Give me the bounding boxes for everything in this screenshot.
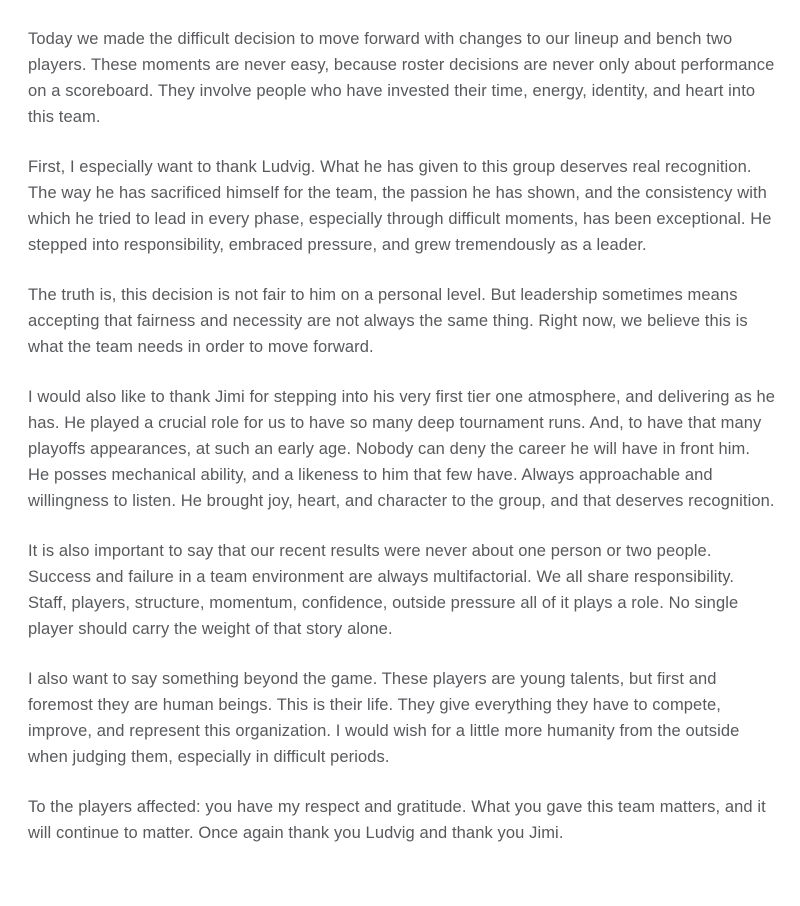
statement-body (28, 26, 776, 846)
paragraph-beyond-the-game: I also want to say something beyond the game. These players are young talents, but first and foremost they are human beings. This is their life. They give everything they have to compete, improve, and represent this organization. I would wish for a little more humanity from the outside when judging them, especially in difficult periods. (28, 670, 740, 766)
paragraph-intro-decision: Today we made the difficult decision to move forward with changes to our lineup and bench two players. These moments are never easy, because roster decisions are never only about performance on a scoreboard. They involve people who have invested their time, energy, identity, and heart into this team. (28, 30, 775, 126)
paragraph-fairness: The truth is, this decision is not fair to him on a personal level. But leadership sometimes means accepting that fairness and necessity are not always the same thing. Right now, we believe this is what the team needs in order to move forward. (28, 286, 748, 356)
paragraph-thanks-ludvig: First, I especially want to thank Ludvig. What he has given to this group deserves real recognition. The way he has sacrificed himself for the team, the passion he has shown, and the consistency with which he tried to lead in every phase, especially through difficult moments, has been exceptional. He stepped into responsibility, embraced pressure, and grew tremendously as a leader. (28, 158, 772, 254)
paragraph-shared-responsibility: It is also important to say that our recent results were never about one person or two people. Success and failure in a team environment are always multifactorial. We all share responsibility. Staff, players, structure, momentum, confidence, outside pressure all of it plays a role. No single player should carry the weight of that story alone. (28, 542, 739, 638)
paragraph-closing-gratitude: To the players affected: you have my respect and gratitude. What you gave this team matters, and it will continue to matter. Once again thank you Ludvig and thank you Jimi. (28, 798, 766, 842)
paragraph-thanks-jimi: I would also like to thank Jimi for stepping into his very first tier one atmosphere, and delivering as he has. He played a crucial role for us to have so many deep tournament runs. And, to have that many playoffs appearances, at such an early age. Nobody can deny the career he will have in front him. He posses mechanical ability, and a likeness to him that few have. Always approachable and willingness to listen. He brought joy, heart, and character to the group, and that deserves recognition. (28, 388, 776, 510)
